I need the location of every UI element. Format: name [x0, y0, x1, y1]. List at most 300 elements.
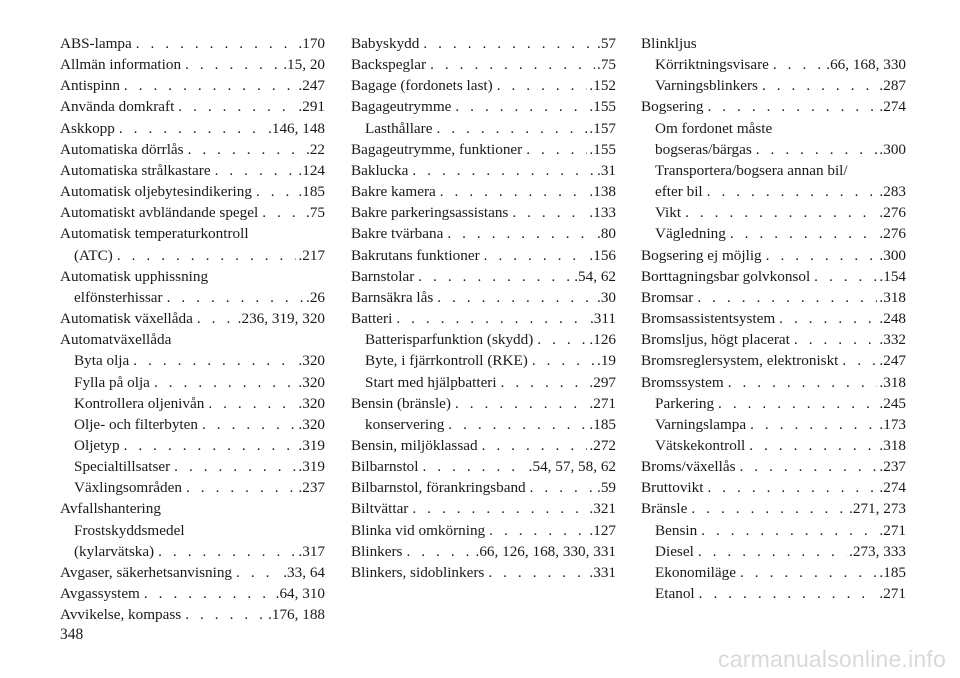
index-entry	[351, 160, 616, 181]
entry-pages: .30	[597, 288, 616, 306]
entry-term: bogseras/bärgas	[655, 140, 752, 158]
entry-term: Blinkers	[351, 542, 403, 560]
entry-pages: .33, 64	[283, 563, 325, 581]
index-entry	[60, 160, 325, 181]
dot-leader	[532, 350, 595, 371]
index-entry	[60, 33, 325, 54]
index-entry	[351, 181, 616, 202]
index-entry	[641, 181, 906, 202]
index-entry	[351, 139, 616, 160]
entry-pages: .318	[879, 436, 906, 454]
entry-term: Automatisk upphissning	[60, 267, 209, 285]
entry-term: Specialtillsatser	[74, 458, 171, 476]
entry-pages: .155	[589, 98, 616, 116]
index-entry	[60, 223, 325, 244]
entry-term: Växlingsområden	[74, 479, 182, 497]
entry-term: Barnsäkra lås	[351, 288, 434, 306]
index-entry	[60, 266, 325, 287]
dot-leader	[842, 350, 877, 371]
index-entry	[351, 33, 616, 54]
entry-pages: .272	[589, 436, 616, 454]
entry-pages: .80	[597, 225, 616, 243]
dot-leader	[197, 308, 236, 329]
entry-term: Vägledning	[655, 225, 726, 243]
entry-pages: .155	[589, 140, 616, 158]
dot-leader	[739, 456, 877, 477]
dot-leader	[482, 435, 588, 456]
entry-pages: .75	[597, 56, 616, 74]
dot-leader	[691, 498, 847, 519]
entry-pages: .319	[298, 458, 325, 476]
index-entry	[351, 477, 616, 498]
dot-leader	[750, 414, 877, 435]
entry-pages: .170	[298, 35, 325, 52]
entry-term: konservering	[365, 415, 445, 433]
dot-leader	[202, 414, 296, 435]
index-entry	[641, 350, 906, 371]
entry-pages: .271, 273	[849, 500, 906, 518]
entry-term: Bilbarnstol, förankringsband	[351, 479, 526, 497]
watermark-link[interactable]: carmanualsonline.info	[718, 646, 946, 672]
entry-term: Oljetyp	[74, 436, 120, 454]
entry-pages: .31	[597, 161, 616, 179]
dot-leader	[208, 393, 296, 414]
entry-pages: .331	[589, 563, 616, 581]
entry-pages: .173	[879, 415, 906, 433]
entry-term: Parkering	[655, 394, 715, 412]
entry-pages: .311	[589, 310, 616, 328]
entry-term: Bagageutrymme, funktioner	[351, 140, 523, 158]
index-entry	[641, 160, 906, 181]
entry-pages: .318	[879, 288, 906, 306]
entry-pages: .245	[879, 394, 906, 412]
entry-pages: .300	[879, 246, 906, 264]
index-entry	[351, 329, 616, 350]
entry-pages: .320	[298, 394, 325, 412]
dot-leader	[154, 372, 296, 393]
index-entry	[60, 435, 325, 456]
entry-term: Körriktningsvisare	[655, 56, 769, 74]
index-entry	[351, 562, 616, 583]
entry-term: Fylla på olja	[74, 373, 150, 391]
dot-leader	[447, 223, 595, 244]
entry-term: Biltvättar	[351, 500, 409, 518]
index-entry	[641, 477, 906, 498]
dot-leader	[136, 33, 297, 54]
dot-leader	[537, 329, 587, 350]
index-entry	[60, 498, 325, 519]
entry-pages: .157	[589, 119, 616, 137]
index-entry	[641, 33, 906, 54]
dot-leader	[501, 372, 588, 393]
dot-leader	[484, 245, 588, 266]
entry-pages: .237	[298, 479, 325, 497]
index-entry	[60, 456, 325, 477]
entry-term: Automatväxellåda	[60, 331, 172, 349]
dot-leader	[794, 329, 878, 350]
entry-pages: .64, 310	[275, 585, 325, 603]
index-entry	[60, 604, 325, 625]
entry-term: Etanol	[655, 585, 695, 603]
dot-leader	[430, 54, 595, 75]
entry-term: Bagageutrymme	[351, 98, 452, 116]
entry-pages: .283	[879, 183, 906, 201]
index-entry	[351, 202, 616, 223]
entry-pages: .75	[306, 204, 325, 222]
entry-pages: .247	[298, 77, 325, 95]
dot-leader	[236, 562, 281, 583]
index-entry	[641, 520, 906, 541]
index-entry	[60, 541, 325, 562]
index-entry	[60, 477, 325, 498]
entry-term: Diesel	[655, 542, 694, 560]
dot-leader	[488, 562, 587, 583]
entry-term: Automatisk växellåda	[60, 310, 193, 328]
entry-term: Avgaser, säkerhetsanvisning	[60, 563, 233, 581]
entry-term: Batterisparfunktion (skydd)	[365, 331, 534, 349]
entry-pages: .332	[879, 331, 906, 349]
entry-pages: .237	[879, 458, 906, 476]
dot-leader	[144, 583, 274, 604]
index-column-3	[641, 33, 906, 604]
dot-leader	[728, 372, 878, 393]
dot-leader	[185, 54, 281, 75]
entry-term: Byte, i fjärrkontroll (RKE)	[365, 352, 528, 370]
index-entry	[60, 308, 325, 329]
dot-leader	[685, 202, 877, 223]
entry-pages: .156	[589, 246, 616, 264]
dot-leader	[707, 96, 877, 117]
dot-leader	[167, 287, 304, 308]
dot-leader	[119, 118, 266, 139]
entry-term: Bogsering	[641, 98, 704, 116]
entry-term: Ekonomiläge	[655, 563, 736, 581]
entry-pages: .271	[879, 585, 906, 603]
entry-pages: .271	[589, 394, 616, 412]
entry-pages: .146, 148	[268, 119, 325, 137]
dot-leader	[766, 245, 878, 266]
index-entry	[351, 54, 616, 75]
entry-pages: .152	[589, 77, 616, 95]
entry-pages: .274	[879, 98, 906, 116]
dot-leader	[749, 435, 877, 456]
entry-term: Bruttovikt	[641, 479, 704, 497]
index-column-1	[60, 33, 325, 625]
entry-pages: .57	[597, 35, 616, 52]
index-entry	[351, 308, 616, 329]
dot-leader	[440, 181, 588, 202]
index-entry	[641, 96, 906, 117]
entry-term: Olje- och filterbyten	[74, 415, 198, 433]
index-entry	[641, 54, 906, 75]
dot-leader	[396, 308, 588, 329]
entry-term: Bränsle	[641, 500, 688, 518]
entry-term: Borttagningsbar golvkonsol	[641, 267, 811, 285]
entry-pages: .287	[879, 77, 906, 95]
dot-leader	[762, 75, 877, 96]
index-entry	[641, 118, 906, 139]
index-entry	[641, 245, 906, 266]
dot-leader	[773, 54, 824, 75]
entry-term: Bogsering ej möjlig	[641, 246, 762, 264]
index-entry	[60, 245, 325, 266]
entry-pages: .176, 188	[268, 606, 325, 624]
dot-leader	[701, 520, 877, 541]
dot-leader	[423, 33, 595, 54]
index-entry	[351, 350, 616, 371]
entry-pages: .320	[298, 415, 325, 433]
entry-term: Byta olja	[74, 352, 130, 370]
entry-term: Bakre tvärbana	[351, 225, 444, 243]
entry-pages: .154	[879, 267, 906, 285]
entry-term: Bilbarnstol	[351, 458, 419, 476]
index-entry	[60, 520, 325, 541]
entry-pages: .320	[298, 373, 325, 391]
entry-term: Start med hjälpbatteri	[365, 373, 497, 391]
entry-term: Baklucka	[351, 161, 409, 179]
entry-term: Barnstolar	[351, 267, 415, 285]
dot-leader	[436, 118, 587, 139]
dot-leader	[707, 477, 877, 498]
dot-leader	[186, 477, 296, 498]
entry-term: Avvikelse, kompass	[60, 606, 182, 624]
entry-term: Broms/växellås	[641, 458, 736, 476]
entry-pages: .19	[597, 352, 616, 370]
dot-leader	[174, 456, 296, 477]
entry-term: Bagage (fordonets last)	[351, 77, 493, 95]
entry-term: Allmän information	[60, 56, 182, 74]
entry-pages: .317	[298, 542, 325, 560]
index-entry	[351, 435, 616, 456]
entry-term: Frostskyddsmedel	[74, 521, 185, 539]
index-entry	[641, 414, 906, 435]
dot-leader	[530, 477, 595, 498]
dot-leader	[697, 287, 877, 308]
entry-term: Vikt	[655, 204, 682, 222]
index-entry	[641, 583, 906, 604]
entry-term: Bensin	[655, 521, 698, 539]
entry-term: Blinka vid omkörning	[351, 521, 486, 539]
index-entry	[641, 329, 906, 350]
index-entry	[641, 139, 906, 160]
dot-leader	[133, 350, 296, 371]
entry-term: efter bil	[655, 183, 703, 201]
index-entry	[351, 393, 616, 414]
index-entry	[351, 287, 616, 308]
entry-pages: .15, 20	[283, 56, 325, 74]
entry-pages: .273, 333	[849, 542, 906, 560]
entry-pages: .300	[879, 140, 906, 158]
dot-leader	[124, 435, 297, 456]
entry-pages: .321	[589, 500, 616, 518]
entry-term: Varningsblinkers	[655, 77, 758, 95]
index-entry	[641, 498, 906, 519]
index-entry	[60, 350, 325, 371]
dot-leader	[526, 139, 587, 160]
entry-pages: .66, 168, 330	[826, 56, 906, 74]
index-entry	[60, 329, 325, 350]
entry-pages: .247	[879, 352, 906, 370]
index-entry	[641, 308, 906, 329]
dot-leader	[262, 202, 304, 223]
index-column-2	[351, 33, 616, 583]
index-entry	[351, 96, 616, 117]
entry-pages: .185	[298, 183, 325, 201]
entry-pages: .271	[879, 521, 906, 539]
entry-pages: .297	[589, 373, 616, 391]
index-entry	[60, 393, 325, 414]
entry-term: (kylarvätska)	[74, 542, 155, 560]
entry-pages: .320	[298, 352, 325, 370]
entry-pages: .54, 62	[574, 267, 616, 285]
index-entry	[351, 223, 616, 244]
entry-term: Transportera/bogsera annan bil/	[655, 161, 848, 179]
dot-leader	[418, 266, 572, 287]
index-entry	[60, 118, 325, 139]
dot-leader	[185, 604, 266, 625]
entry-term: Automatiskt avbländande spegel	[60, 204, 259, 222]
entry-pages: .217	[298, 246, 325, 264]
dot-leader	[412, 160, 595, 181]
entry-pages: .185	[879, 563, 906, 581]
entry-term: Kontrollera oljenivån	[74, 394, 205, 412]
entry-term: Bromsar	[641, 288, 694, 306]
dot-leader	[117, 245, 297, 266]
index-entry	[641, 75, 906, 96]
dot-leader	[699, 583, 878, 604]
entry-pages: .127	[589, 521, 616, 539]
index-entry	[60, 96, 325, 117]
index-entry	[351, 541, 616, 562]
dot-leader	[188, 139, 304, 160]
entry-pages: .276	[879, 204, 906, 222]
index-entry	[60, 583, 325, 604]
index-entry	[351, 456, 616, 477]
entry-term: Om fordonet måste	[655, 119, 773, 137]
entry-term: Bakre parkeringsassistans	[351, 204, 509, 222]
dot-leader	[707, 181, 878, 202]
entry-term: Automatisk oljebytesindikering	[60, 183, 252, 201]
entry-term: Bromssystem	[641, 373, 724, 391]
index-entry	[60, 287, 325, 308]
index-entry	[60, 181, 325, 202]
page-number: 348	[60, 626, 84, 643]
entry-term: elfönsterhissar	[74, 288, 163, 306]
entry-pages: .133	[589, 204, 616, 222]
entry-pages: .54, 57, 58, 62	[528, 458, 616, 476]
entry-pages: .236, 319, 320	[237, 310, 325, 328]
dot-leader	[158, 541, 296, 562]
dot-leader	[497, 75, 588, 96]
index-entry	[351, 118, 616, 139]
dot-leader	[455, 96, 587, 117]
entry-term: ABS-lampa	[60, 35, 132, 52]
entry-term: Avfallshantering	[60, 500, 161, 518]
entry-pages: .318	[879, 373, 906, 391]
index-entry	[351, 75, 616, 96]
entry-pages: .291	[298, 98, 325, 116]
entry-term: Bensin (bränsle)	[351, 394, 451, 412]
entry-term: Babyskydd	[351, 35, 420, 52]
dot-leader	[437, 287, 595, 308]
dot-leader	[124, 75, 297, 96]
index-entry	[60, 139, 325, 160]
dot-leader	[512, 202, 587, 223]
entry-pages: .22	[306, 140, 325, 158]
entry-term: Blinkljus	[641, 35, 697, 52]
entry-term: Automatiska dörrlås	[60, 140, 184, 158]
entry-term: Automatisk temperaturkontroll	[60, 225, 249, 243]
dot-leader	[215, 160, 297, 181]
index-entry	[641, 266, 906, 287]
entry-term: Bensin, miljöklassad	[351, 436, 478, 454]
dot-leader	[718, 393, 877, 414]
index-entry	[351, 520, 616, 541]
index-entry	[641, 456, 906, 477]
index-entry	[641, 372, 906, 393]
index-entry	[60, 562, 325, 583]
entry-pages: .66, 126, 168, 330, 331	[475, 542, 616, 560]
entry-pages: .124	[298, 161, 325, 179]
index-entry	[351, 414, 616, 435]
index-entry	[351, 498, 616, 519]
entry-term: Avgassystem	[60, 585, 140, 603]
index-entry	[60, 75, 325, 96]
entry-pages: .276	[879, 225, 906, 243]
entry-term: Antispinn	[60, 77, 120, 95]
index-entry	[351, 372, 616, 393]
dot-leader	[455, 393, 587, 414]
dot-leader	[178, 96, 296, 117]
entry-pages: .248	[879, 310, 906, 328]
dot-leader	[423, 456, 527, 477]
index-entry	[641, 223, 906, 244]
index-entry	[641, 541, 906, 562]
index-entry	[641, 287, 906, 308]
dot-leader	[256, 181, 296, 202]
entry-pages: .274	[879, 479, 906, 497]
entry-term: Backspeglar	[351, 56, 427, 74]
entry-pages: .26	[306, 288, 325, 306]
entry-term: Batteri	[351, 310, 393, 328]
dot-leader	[730, 223, 878, 244]
index-entry	[60, 372, 325, 393]
entry-term: Vätskekontroll	[655, 436, 746, 454]
dot-leader	[489, 520, 587, 541]
index-entry	[641, 562, 906, 583]
dot-leader	[740, 562, 877, 583]
index-entry	[60, 54, 325, 75]
dot-leader	[779, 308, 877, 329]
entry-term: Askkopp	[60, 119, 115, 137]
index-entry	[351, 245, 616, 266]
entry-pages: .319	[298, 436, 325, 454]
entry-term: Bromsreglersystem, elektroniskt	[641, 352, 839, 370]
entry-pages: .59	[597, 479, 616, 497]
entry-term: Använda domkraft	[60, 98, 175, 116]
index-entry	[641, 435, 906, 456]
index-entry	[641, 393, 906, 414]
entry-term: Lasthållare	[365, 119, 433, 137]
entry-term: Bromsljus, högt placerat	[641, 331, 790, 349]
index-entry	[641, 202, 906, 223]
dot-leader	[814, 266, 877, 287]
entry-term: Bromsassistentsystem	[641, 310, 776, 328]
entry-term: Bakrutans funktioner	[351, 246, 480, 264]
dot-leader	[412, 498, 587, 519]
entry-pages: .138	[589, 183, 616, 201]
dot-leader	[448, 414, 587, 435]
